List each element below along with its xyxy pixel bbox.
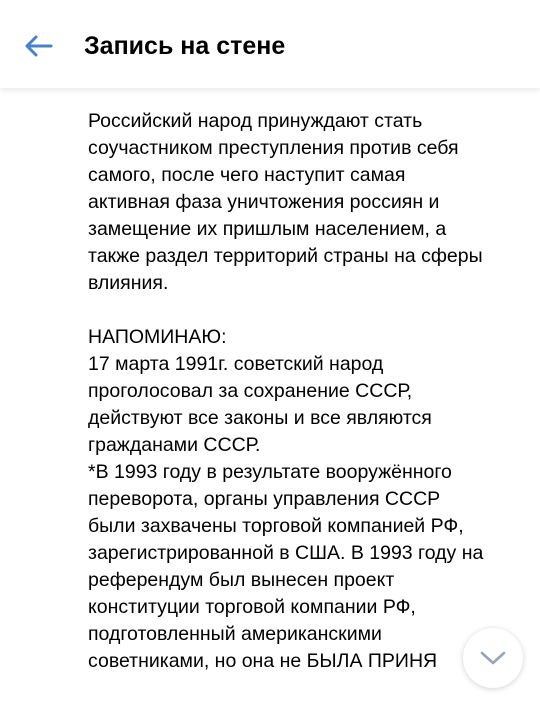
post-text-line: зарегистрированной в США. В 1993 году на	[88, 542, 484, 564]
post-text-line: советниками, но она не БЫЛА ПРИНЯ	[88, 650, 438, 672]
post-text-line: замещение их пришлым населением, а	[88, 218, 447, 240]
chevron-down-icon	[479, 650, 507, 666]
top-bar	[0, 0, 540, 88]
arrow-left-icon	[23, 34, 53, 58]
back-button[interactable]	[14, 24, 62, 68]
bottom-edge	[0, 690, 540, 702]
post-text-line: 17 марта 1991г. советский народ	[88, 353, 384, 375]
post-text-line: *В 1993 году в результате вооружённого	[88, 461, 452, 483]
post-text-line: НАПОМИНАЮ:	[88, 326, 227, 348]
post-text-line: были захвачены торговой компанией РФ,	[88, 515, 464, 537]
post-text-line: также раздел территорий страны на сферы	[88, 245, 483, 267]
post-text-line: переворота, органы управления СССР	[88, 488, 441, 510]
post-text-line: референдум был вынесен проект	[88, 569, 395, 591]
scroll-down-button[interactable]	[463, 628, 523, 688]
post-text-line: действуют все законы и все являются	[88, 407, 432, 429]
post-text-line: Российский народ принуждают стать	[88, 110, 423, 132]
post-text-line: проголосовал за сохранение СССР,	[88, 380, 413, 402]
post-text-line: активная фаза уничтожения россиян и	[88, 191, 440, 213]
post-text-line: гражданами СССР.	[88, 434, 261, 456]
post-text-line: подготовленный американскими	[88, 623, 382, 645]
post-text-line	[88, 297, 528, 324]
page-title: Запись на стене	[84, 32, 286, 60]
post-text-line: влияния.	[88, 272, 169, 294]
post-text	[88, 108, 528, 702]
post-text-line: соучастником преступления против себя	[88, 137, 459, 159]
post-text-line: конституции торговой компании РФ,	[88, 596, 416, 618]
post-text-line: самого, после чего наступит самая	[88, 164, 406, 186]
